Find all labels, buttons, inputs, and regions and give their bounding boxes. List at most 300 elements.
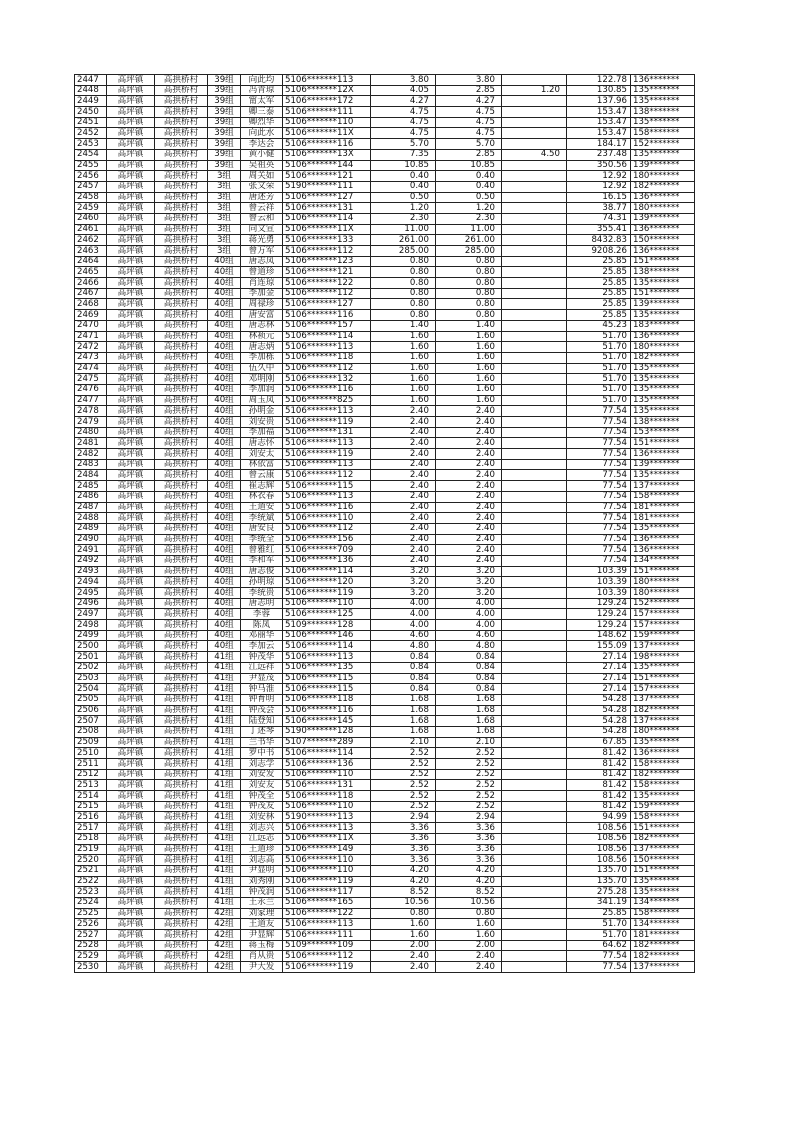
area-c-cell [502,203,567,214]
phone-cell: 134******* [631,555,695,566]
table-row [75,876,695,887]
row-number-cell: 2487 [75,502,107,513]
table-row [75,310,695,321]
table-row [75,780,695,791]
phone-cell: 180******* [631,726,695,737]
village-cell: 高拱桥村 [155,181,208,192]
phone-cell: 158******* [631,908,695,919]
group-cell: 40组 [208,449,241,460]
id-number-cell: 5106*******110 [283,855,371,866]
town-cell: 高坪镇 [107,288,155,299]
table-row [75,865,695,876]
town-cell: 高坪镇 [107,384,155,395]
group-cell: 42组 [208,962,241,973]
town-cell: 高坪镇 [107,459,155,470]
table-row [75,908,695,919]
area-c-cell [502,96,567,107]
area-c-cell [502,523,567,534]
group-cell: 40组 [208,598,241,609]
name-cell: 邓明刚 [241,374,283,385]
area-b-cell: 1.60 [436,331,502,342]
row-number-cell: 2448 [75,85,107,96]
village-cell: 高拱桥村 [155,673,208,684]
amount-cell: 77.54 [567,523,631,534]
phone-cell: 159******* [631,801,695,812]
phone-cell: 150******* [631,855,695,866]
id-number-cell: 5106*******113 [283,491,371,502]
area-cell: 8.52 [371,887,436,898]
area-cell: 3.36 [371,823,436,834]
id-number-cell: 5106*******132 [283,374,371,385]
row-number-cell: 2493 [75,566,107,577]
table-row [75,438,695,449]
group-cell: 39组 [208,85,241,96]
phone-cell: 158******* [631,759,695,770]
village-cell: 高拱桥村 [155,267,208,278]
village-cell: 高拱桥村 [155,759,208,770]
area-c-cell [502,833,567,844]
area-cell: 4.75 [371,107,436,118]
area-c-cell [502,171,567,182]
group-cell: 40组 [208,363,241,374]
area-b-cell: 1.60 [436,930,502,941]
row-number-cell: 2472 [75,342,107,353]
amount-cell: 350.56 [567,160,631,171]
phone-cell: 136******* [631,748,695,759]
area-c-cell [502,395,567,406]
phone-cell: 137******* [631,694,695,705]
village-cell: 高拱桥村 [155,555,208,566]
phone-cell: 134******* [631,897,695,908]
area-cell: 3.20 [371,566,436,577]
amount-cell: 64.62 [567,940,631,951]
village-cell: 高拱桥村 [155,791,208,802]
amount-cell: 45.23 [567,320,631,331]
amount-cell: 129.24 [567,609,631,620]
name-cell: 蒋玉梅 [241,940,283,951]
name-cell: 李统贵 [241,588,283,599]
id-number-cell: 5106*******145 [283,716,371,727]
area-cell: 2.52 [371,748,436,759]
id-number-cell: 5106*******115 [283,673,371,684]
town-cell: 高坪镇 [107,213,155,224]
row-number-cell: 2506 [75,705,107,716]
table-row [75,278,695,289]
table-row [75,171,695,182]
phone-cell: 151******* [631,823,695,834]
amount-cell: 77.54 [567,459,631,470]
town-cell: 高坪镇 [107,523,155,534]
phone-cell: 135******* [631,374,695,385]
name-cell: 林衣春 [241,491,283,502]
town-cell: 高坪镇 [107,374,155,385]
id-number-cell: 5106*******113 [283,459,371,470]
phone-cell: 152******* [631,139,695,150]
name-cell: 钟马淮 [241,684,283,695]
phone-cell: 136******* [631,246,695,257]
amount-cell: 77.54 [567,470,631,481]
area-b-cell: 1.68 [436,705,502,716]
phone-cell: 135******* [631,876,695,887]
table-row [75,363,695,374]
area-b-cell: 2.40 [436,555,502,566]
name-cell: 李加栋 [241,352,283,363]
phone-cell: 135******* [631,363,695,374]
phone-cell: 135******* [631,887,695,898]
area-cell: 4.00 [371,620,436,631]
area-cell: 7.35 [371,149,436,160]
area-cell: 3.20 [371,588,436,599]
table-row [75,919,695,930]
town-cell: 高坪镇 [107,791,155,802]
group-cell: 42组 [208,940,241,951]
name-cell: 钟茂华 [241,652,283,663]
village-cell: 高拱桥村 [155,577,208,588]
group-cell: 40组 [208,288,241,299]
amount-cell: 77.54 [567,438,631,449]
area-c-cell [502,716,567,727]
name-cell: 李和军 [241,555,283,566]
row-number-cell: 2462 [75,235,107,246]
village-cell: 高拱桥村 [155,930,208,941]
id-number-cell: 5106*******119 [283,588,371,599]
phone-cell: 198******* [631,652,695,663]
area-cell: 2.40 [371,513,436,524]
group-cell: 3组 [208,246,241,257]
area-c-cell [502,213,567,224]
area-cell: 0.80 [371,256,436,267]
area-b-cell: 0.80 [436,267,502,278]
town-cell: 高坪镇 [107,705,155,716]
id-number-cell: 5106*******113 [283,342,371,353]
village-cell: 高拱桥村 [155,171,208,182]
area-cell: 2.94 [371,812,436,823]
area-b-cell: 2.40 [436,951,502,962]
area-b-cell: 2.85 [436,85,502,96]
area-c-cell [502,117,567,128]
town-cell: 高坪镇 [107,855,155,866]
area-b-cell: 5.70 [436,139,502,150]
area-c-cell [502,224,567,235]
table-row [75,652,695,663]
id-number-cell: 5106*******127 [283,192,371,203]
area-cell: 1.68 [371,726,436,737]
amount-cell: 77.54 [567,534,631,545]
row-number-cell: 2450 [75,107,107,118]
area-cell: 3.36 [371,855,436,866]
phone-cell: 135******* [631,96,695,107]
village-cell: 高拱桥村 [155,449,208,460]
group-cell: 41组 [208,759,241,770]
name-cell: 李加福 [241,427,283,438]
amount-cell: 77.54 [567,545,631,556]
area-cell: 2.40 [371,406,436,417]
town-cell: 高坪镇 [107,331,155,342]
village-cell: 高拱桥村 [155,534,208,545]
row-number-cell: 2459 [75,203,107,214]
table-row [75,641,695,652]
village-cell: 高拱桥村 [155,299,208,310]
group-cell: 39组 [208,160,241,171]
village-cell: 高拱桥村 [155,160,208,171]
area-c-cell [502,310,567,321]
name-cell: 刘志学 [241,759,283,770]
area-c-cell [502,940,567,951]
amount-cell: 77.54 [567,962,631,973]
group-cell: 40组 [208,406,241,417]
id-number-cell: 5106*******115 [283,684,371,695]
row-number-cell: 2486 [75,491,107,502]
phone-cell: 151******* [631,566,695,577]
area-cell: 3.36 [371,833,436,844]
village-cell: 高拱桥村 [155,897,208,908]
row-number-cell: 2495 [75,588,107,599]
group-cell: 3组 [208,171,241,182]
row-number-cell: 2449 [75,96,107,107]
phone-cell: 182******* [631,769,695,780]
area-c-cell [502,384,567,395]
area-c-cell [502,427,567,438]
phone-cell: 181******* [631,513,695,524]
village-cell: 高拱桥村 [155,235,208,246]
amount-cell: 77.54 [567,406,631,417]
group-cell: 40组 [208,620,241,631]
area-cell: 3.36 [371,844,436,855]
area-b-cell: 3.20 [436,588,502,599]
amount-cell: 25.85 [567,256,631,267]
area-c-cell [502,139,567,150]
table-row [75,609,695,620]
town-cell: 高坪镇 [107,588,155,599]
amount-cell: 9208.26 [567,246,631,257]
area-c-cell [502,470,567,481]
village-cell: 高拱桥村 [155,748,208,759]
name-cell: 刘安贵 [241,417,283,428]
phone-cell: 135******* [631,310,695,321]
row-number-cell: 2466 [75,278,107,289]
amount-cell: 155.09 [567,641,631,652]
area-b-cell: 2.10 [436,737,502,748]
group-cell: 42组 [208,930,241,941]
area-cell: 10.56 [371,897,436,908]
village-cell: 高拱桥村 [155,523,208,534]
area-b-cell: 3.36 [436,855,502,866]
name-cell: 唐志明 [241,598,283,609]
town-cell: 高坪镇 [107,85,155,96]
name-cell: 唐安富 [241,310,283,321]
amount-cell: 8432.83 [567,235,631,246]
amount-cell: 77.54 [567,417,631,428]
row-number-cell: 2478 [75,406,107,417]
area-cell: 11.00 [371,224,436,235]
area-b-cell: 2.52 [436,791,502,802]
area-c-cell [502,75,567,86]
name-cell: 李加润 [241,384,283,395]
table-row [75,588,695,599]
group-cell: 40组 [208,470,241,481]
area-cell: 2.40 [371,534,436,545]
town-cell: 高坪镇 [107,299,155,310]
phone-cell: 135******* [631,662,695,673]
village-cell: 高拱桥村 [155,962,208,973]
village-cell: 高拱桥村 [155,149,208,160]
town-cell: 高坪镇 [107,203,155,214]
amount-cell: 103.39 [567,577,631,588]
table-row [75,203,695,214]
area-cell: 1.68 [371,716,436,727]
village-cell: 高拱桥村 [155,502,208,513]
area-c-cell [502,897,567,908]
phone-cell: 139******* [631,213,695,224]
area-c-cell [502,502,567,513]
area-cell: 1.68 [371,694,436,705]
table-row [75,620,695,631]
phone-cell: 136******* [631,75,695,86]
name-cell: 刘志兴 [241,823,283,834]
id-number-cell: 5106*******113 [283,919,371,930]
town-cell: 高坪镇 [107,737,155,748]
amount-cell: 67.85 [567,737,631,748]
area-c-cell [502,694,567,705]
row-number-cell: 2482 [75,449,107,460]
area-c-cell [502,577,567,588]
table-row [75,470,695,481]
group-cell: 41组 [208,737,241,748]
name-cell: 唐志林 [241,320,283,331]
town-cell: 高坪镇 [107,662,155,673]
village-cell: 高拱桥村 [155,588,208,599]
data-table [74,74,695,973]
row-number-cell: 2488 [75,513,107,524]
table-row [75,331,695,342]
name-cell: 周关如 [241,171,283,182]
group-cell: 40组 [208,438,241,449]
area-b-cell: 0.84 [436,684,502,695]
name-cell: 冯青琼 [241,85,283,96]
area-b-cell: 0.80 [436,299,502,310]
name-cell: 刘志高 [241,855,283,866]
name-cell: 钟茂润 [241,887,283,898]
area-b-cell: 0.40 [436,181,502,192]
area-cell: 2.10 [371,737,436,748]
id-number-cell: 5106*******119 [283,417,371,428]
id-number-cell: 5106*******110 [283,117,371,128]
area-cell: 1.60 [371,331,436,342]
table-row [75,566,695,577]
group-cell: 41组 [208,652,241,663]
area-b-cell: 1.60 [436,363,502,374]
phone-cell: 151******* [631,438,695,449]
amount-cell: 25.85 [567,288,631,299]
amount-cell: 38.77 [567,203,631,214]
row-number-cell: 2530 [75,962,107,973]
row-number-cell: 2498 [75,620,107,631]
village-cell: 高拱桥村 [155,705,208,716]
area-b-cell: 2.52 [436,759,502,770]
id-number-cell: 5109*******128 [283,620,371,631]
group-cell: 41组 [208,791,241,802]
row-number-cell: 2490 [75,534,107,545]
row-number-cell: 2515 [75,801,107,812]
row-number-cell: 2453 [75,139,107,150]
phone-cell: 135******* [631,117,695,128]
amount-cell: 77.54 [567,481,631,492]
name-cell: 向文宣 [241,224,283,235]
area-b-cell: 0.80 [436,310,502,321]
phone-cell: 180******* [631,577,695,588]
area-b-cell: 2.00 [436,940,502,951]
area-c-cell [502,844,567,855]
row-number-cell: 2471 [75,331,107,342]
group-cell: 39组 [208,139,241,150]
id-number-cell: 5106*******146 [283,630,371,641]
area-cell: 0.84 [371,684,436,695]
area-b-cell: 2.40 [436,449,502,460]
table-row [75,673,695,684]
name-cell: 伍久中 [241,363,283,374]
town-cell: 高坪镇 [107,801,155,812]
area-cell: 261.00 [371,235,436,246]
area-b-cell: 4.00 [436,609,502,620]
area-c-cell [502,374,567,385]
town-cell: 高坪镇 [107,641,155,652]
area-c-cell [502,726,567,737]
row-number-cell: 2480 [75,427,107,438]
town-cell: 高坪镇 [107,491,155,502]
amount-cell: 81.42 [567,759,631,770]
group-cell: 40组 [208,577,241,588]
area-c-cell [502,780,567,791]
town-cell: 高坪镇 [107,962,155,973]
town-cell: 高坪镇 [107,267,155,278]
group-cell: 40组 [208,609,241,620]
area-cell: 2.40 [371,962,436,973]
phone-cell: 151******* [631,673,695,684]
amount-cell: 135.70 [567,876,631,887]
id-number-cell: 5106*******116 [283,705,371,716]
table-row [75,769,695,780]
area-c-cell [502,235,567,246]
amount-cell: 108.56 [567,844,631,855]
village-cell: 高拱桥村 [155,769,208,780]
table-row [75,288,695,299]
row-number-cell: 2465 [75,267,107,278]
group-cell: 40组 [208,384,241,395]
id-number-cell: 5106*******122 [283,908,371,919]
area-b-cell: 1.60 [436,395,502,406]
area-b-cell: 1.20 [436,203,502,214]
area-c-cell [502,534,567,545]
table-row [75,107,695,118]
area-cell: 5.70 [371,139,436,150]
row-number-cell: 2502 [75,662,107,673]
area-b-cell: 4.20 [436,876,502,887]
table-row [75,694,695,705]
amount-cell: 153.47 [567,107,631,118]
name-cell: 王道友 [241,919,283,930]
table-row [75,267,695,278]
village-cell: 高拱桥村 [155,470,208,481]
group-cell: 41组 [208,876,241,887]
phone-cell: 135******* [631,737,695,748]
group-cell: 40组 [208,523,241,534]
area-c-cell [502,759,567,770]
name-cell: 曾云和 [241,213,283,224]
table-row [75,545,695,556]
row-number-cell: 2463 [75,246,107,257]
row-number-cell: 2468 [75,299,107,310]
id-number-cell: 5106*******113 [283,75,371,86]
